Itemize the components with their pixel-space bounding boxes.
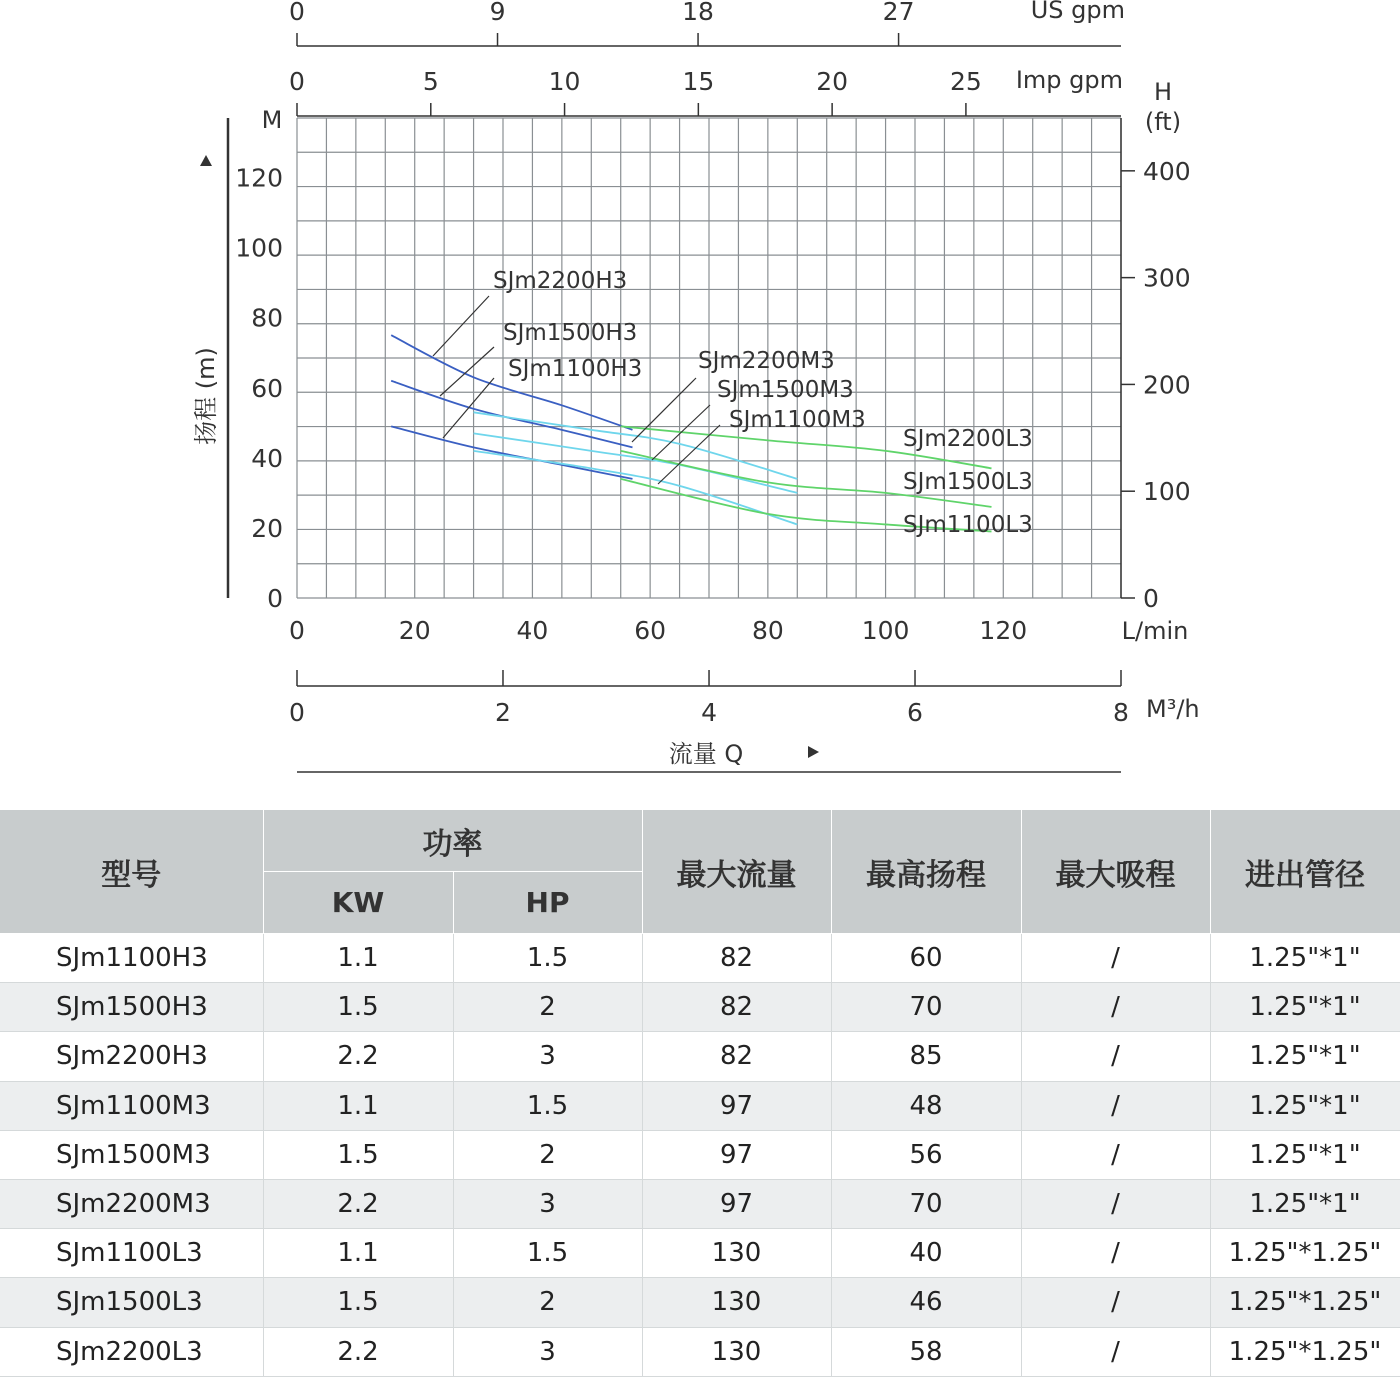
cell-hp: 1.5: [453, 1229, 642, 1278]
leader-line: [433, 296, 489, 356]
series-label-sjm1100m3: SJm1100M3: [729, 407, 866, 433]
cell-hp: 3: [453, 1327, 642, 1376]
x-axis-arrow-icon: [808, 746, 819, 758]
table-row: [0, 1081, 1400, 1130]
cell-suction: /: [1021, 1032, 1210, 1081]
cell-head: 85: [831, 1032, 1021, 1081]
cell-head: 70: [831, 983, 1021, 1032]
x-axis-title: 流量 Q: [668, 740, 744, 768]
imp-gpm-tick-label: 15: [682, 67, 715, 96]
cell-suction: /: [1021, 1278, 1210, 1327]
cell-kw: 2.2: [263, 1032, 453, 1081]
leader-line: [440, 347, 494, 396]
us-gpm-tick-label: 9: [489, 0, 506, 26]
cell-model: SJm2200M3: [0, 1179, 263, 1228]
series-label-sjm2200h3: SJm2200H3: [493, 268, 628, 294]
cell-suction: /: [1021, 934, 1210, 983]
imp-gpm-tick-label: 20: [816, 67, 849, 96]
cell-suction: /: [1021, 1229, 1210, 1278]
cell-pipe: 1.25"*1.25": [1210, 1327, 1400, 1376]
cell-flow: 130: [642, 1229, 831, 1278]
series-label-sjm2200m3: SJm2200M3: [698, 348, 835, 374]
chart-labels: [192, 0, 1200, 768]
m3h-tick-label: 2: [495, 698, 511, 727]
cell-model: SJm1100M3: [0, 1081, 263, 1130]
us-gpm-label: US gpm: [1030, 0, 1125, 24]
us-gpm-tick-label: 0: [289, 0, 305, 26]
cell-pipe: 1.25"*1": [1210, 1130, 1400, 1179]
cell-head: 46: [831, 1278, 1021, 1327]
cell-model: SJm1500L3: [0, 1278, 263, 1327]
m3h-tick-label: 6: [907, 698, 923, 727]
m3h-tick-label: 0: [289, 698, 305, 727]
cell-flow: 82: [642, 1032, 831, 1081]
x-tick-label: 80: [751, 616, 784, 645]
series-label-sjm1100l3: SJm1100L3: [903, 512, 1033, 538]
y-axis-arrow-icon: [200, 155, 212, 166]
cell-pipe: 1.25"*1": [1210, 1179, 1400, 1228]
cell-kw: 1.5: [263, 983, 453, 1032]
cell-suction: /: [1021, 983, 1210, 1032]
imp-gpm-label: Imp gpm: [1015, 66, 1123, 94]
header-max-flow: 最大流量: [642, 810, 831, 934]
y-axis-title: 扬程 (m): [192, 347, 220, 445]
y-tick-label: 20: [251, 513, 283, 543]
y-tick-label: 40: [251, 443, 283, 473]
y-unit-label: M: [261, 106, 283, 134]
cell-hp: 2: [453, 1278, 642, 1327]
cell-pipe: 1.25"*1": [1210, 1032, 1400, 1081]
cell-flow: 130: [642, 1278, 831, 1327]
cell-model: SJm2200H3: [0, 1032, 263, 1081]
chart-axes: [200, 33, 1135, 772]
cell-hp: 2: [453, 1130, 642, 1179]
cell-kw: 1.1: [263, 934, 453, 983]
header-pipe-size: 进出管径: [1210, 810, 1400, 934]
cell-kw: 1.5: [263, 1278, 453, 1327]
ft-tick-label: 300: [1143, 263, 1191, 293]
series-label-sjm1500m3: SJm1500M3: [717, 377, 854, 403]
cell-suction: /: [1021, 1130, 1210, 1179]
y-tick-label: 120: [235, 163, 283, 193]
cell-pipe: 1.25"*1": [1210, 1081, 1400, 1130]
cell-hp: 1.5: [453, 934, 642, 983]
header-max-suction: 最大吸程: [1021, 810, 1210, 934]
x-unit-label: L/min: [1121, 617, 1189, 645]
y-tick-label: 100: [235, 233, 283, 263]
cell-head: 40: [831, 1229, 1021, 1278]
cell-kw: 1.1: [263, 1081, 453, 1130]
table-row: [0, 934, 1400, 983]
imp-gpm-tick-label: 5: [422, 67, 439, 96]
cell-flow: 97: [642, 1081, 831, 1130]
table-row: [0, 1229, 1400, 1278]
m3h-tick-label: 8: [1113, 698, 1129, 727]
series-label-sjm2200l3: SJm2200L3: [903, 426, 1033, 452]
header-hp: HP: [453, 872, 642, 934]
cell-suction: /: [1021, 1081, 1210, 1130]
cell-head: 58: [831, 1327, 1021, 1376]
cell-hp: 1.5: [453, 1081, 642, 1130]
cell-model: SJm1500H3: [0, 983, 263, 1032]
cell-flow: 82: [642, 983, 831, 1032]
curve-sjm2200h3: [391, 335, 632, 430]
us-gpm-tick-label: 27: [882, 0, 915, 26]
ft-axis-unit: (ft): [1144, 108, 1182, 136]
cell-model: SJm1500M3: [0, 1130, 263, 1179]
ft-tick-label: 400: [1143, 156, 1191, 186]
x-tick-label: 40: [516, 616, 549, 645]
cell-kw: 1.5: [263, 1130, 453, 1179]
cell-model: SJm2200L3: [0, 1327, 263, 1376]
table-row: [0, 1179, 1400, 1228]
imp-gpm-tick-label: 10: [548, 67, 581, 96]
x-tick-label: 0: [289, 616, 305, 645]
curve-sjm1100h3: [391, 426, 632, 479]
ft-tick-label: 0: [1143, 584, 1159, 613]
us-gpm-tick-label: 18: [682, 0, 714, 26]
y-tick-label: 0: [267, 584, 283, 613]
cell-flow: 130: [642, 1327, 831, 1376]
cell-pipe: 1.25"*1.25": [1210, 1229, 1400, 1278]
cell-head: 56: [831, 1130, 1021, 1179]
m3h-label: M³/h: [1146, 695, 1200, 723]
series-label-sjm1100h3: SJm1100H3: [508, 356, 643, 382]
table-row: [0, 1278, 1400, 1327]
spec-table: [0, 810, 1400, 1377]
y-tick-label: 60: [251, 373, 283, 403]
x-tick-label: 20: [398, 616, 431, 645]
imp-gpm-tick-label: 25: [950, 67, 982, 96]
table-row: [0, 1130, 1400, 1179]
curve-sjm1100m3: [474, 451, 798, 525]
chart-curves: [391, 335, 991, 531]
ft-axis-title: H: [1153, 78, 1173, 106]
cell-hp: 2: [453, 983, 642, 1032]
cell-kw: 2.2: [263, 1179, 453, 1228]
imp-gpm-tick-label: 0: [289, 67, 305, 96]
header-kw: KW: [263, 872, 453, 934]
cell-hp: 3: [453, 1032, 642, 1081]
cell-kw: 2.2: [263, 1327, 453, 1376]
cell-pipe: 1.25"*1.25": [1210, 1278, 1400, 1327]
cell-suction: /: [1021, 1327, 1210, 1376]
table-row: [0, 983, 1400, 1032]
ft-tick-label: 200: [1143, 370, 1191, 400]
header-model: 型号: [0, 810, 263, 934]
x-tick-label: 60: [634, 616, 667, 645]
cell-head: 48: [831, 1081, 1021, 1130]
ft-tick-label: 100: [1143, 477, 1191, 507]
cell-hp: 3: [453, 1179, 642, 1228]
cell-flow: 97: [642, 1179, 831, 1228]
table-row: [0, 1327, 1400, 1376]
m3h-tick-label: 4: [701, 698, 717, 727]
x-tick-label: 100: [861, 616, 910, 645]
cell-flow: 97: [642, 1130, 831, 1179]
cell-flow: 82: [642, 934, 831, 983]
cell-suction: /: [1021, 1179, 1210, 1228]
cell-model: SJm1100L3: [0, 1229, 263, 1278]
x-tick-label: 120: [979, 616, 1028, 645]
series-label-sjm1500h3: SJm1500H3: [503, 320, 638, 346]
y-tick-label: 80: [251, 303, 283, 333]
cell-head: 60: [831, 934, 1021, 983]
cell-kw: 1.1: [263, 1229, 453, 1278]
cell-model: SJm1100H3: [0, 934, 263, 983]
table-row: [0, 1032, 1400, 1081]
cell-pipe: 1.25"*1": [1210, 983, 1400, 1032]
header-max-head: 最高扬程: [831, 810, 1021, 934]
leader-line: [658, 425, 720, 484]
cell-head: 70: [831, 1179, 1021, 1228]
header-power: 功率: [263, 810, 642, 872]
cell-pipe: 1.25"*1": [1210, 934, 1400, 983]
series-label-sjm1500l3: SJm1500L3: [903, 469, 1033, 495]
